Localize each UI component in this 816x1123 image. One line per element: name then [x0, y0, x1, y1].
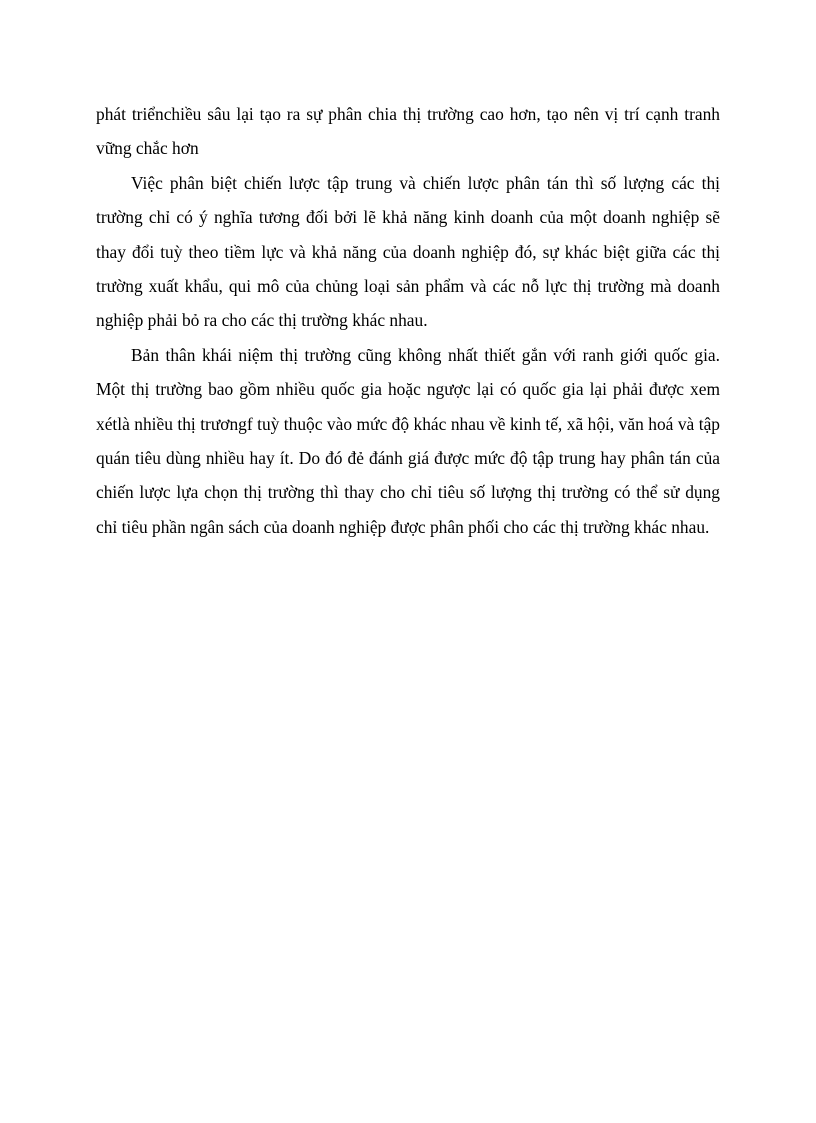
paragraph-strategy-distinction: Việc phân biệt chiến lược tập trung và chiến lược phân tán thì số lượng các thị trường chỉ có ý nghĩa tương đối bởi lẽ khả năng kinh doanh của một doanh nghiệp sẽ thay đổi tuỳ theo tiềm lực và khả năng của doanh nghiệp đó, sự khác biệt giữa các thị trường xuất khẩu, qui mô của chủng loại sản phẩm và các nỗ lực thị trường mà doanh nghiệp phải bỏ ra cho các thị trường khác nhau.: [96, 172, 720, 331]
paragraph-continuation: phát triểnchiều sâu lại tạo ra sự phân chia thị trường cao hơn, tạo nên vị trí cạnh tranh vững chắc hơn: [96, 104, 720, 159]
paragraph-market-concept: Bản thân khái niệm thị trường cũng không nhất thiết gắn với ranh giới quốc gia. Một thị trường bao gồm nhiều quốc gia hoặc ngược lại có quốc gia lại phải được xem xétlà nhiều thị trươngf tuỳ thuộc vào mức độ khác nhau về kinh tế, xã hội, văn hoá và tập quán tiêu dùng nhiều hay ít. Do đó đẻ đánh giá được mức độ tập trung hay phân tán của chiến lược lựa chọn thị trường thì thay cho chỉ tiêu số lượng thị trường có thể sử dụng chỉ tiêu phần ngân sách của doanh nghiệp được phân phối cho các thị trường khác nhau.: [96, 344, 720, 537]
document-body: [96, 97, 720, 544]
